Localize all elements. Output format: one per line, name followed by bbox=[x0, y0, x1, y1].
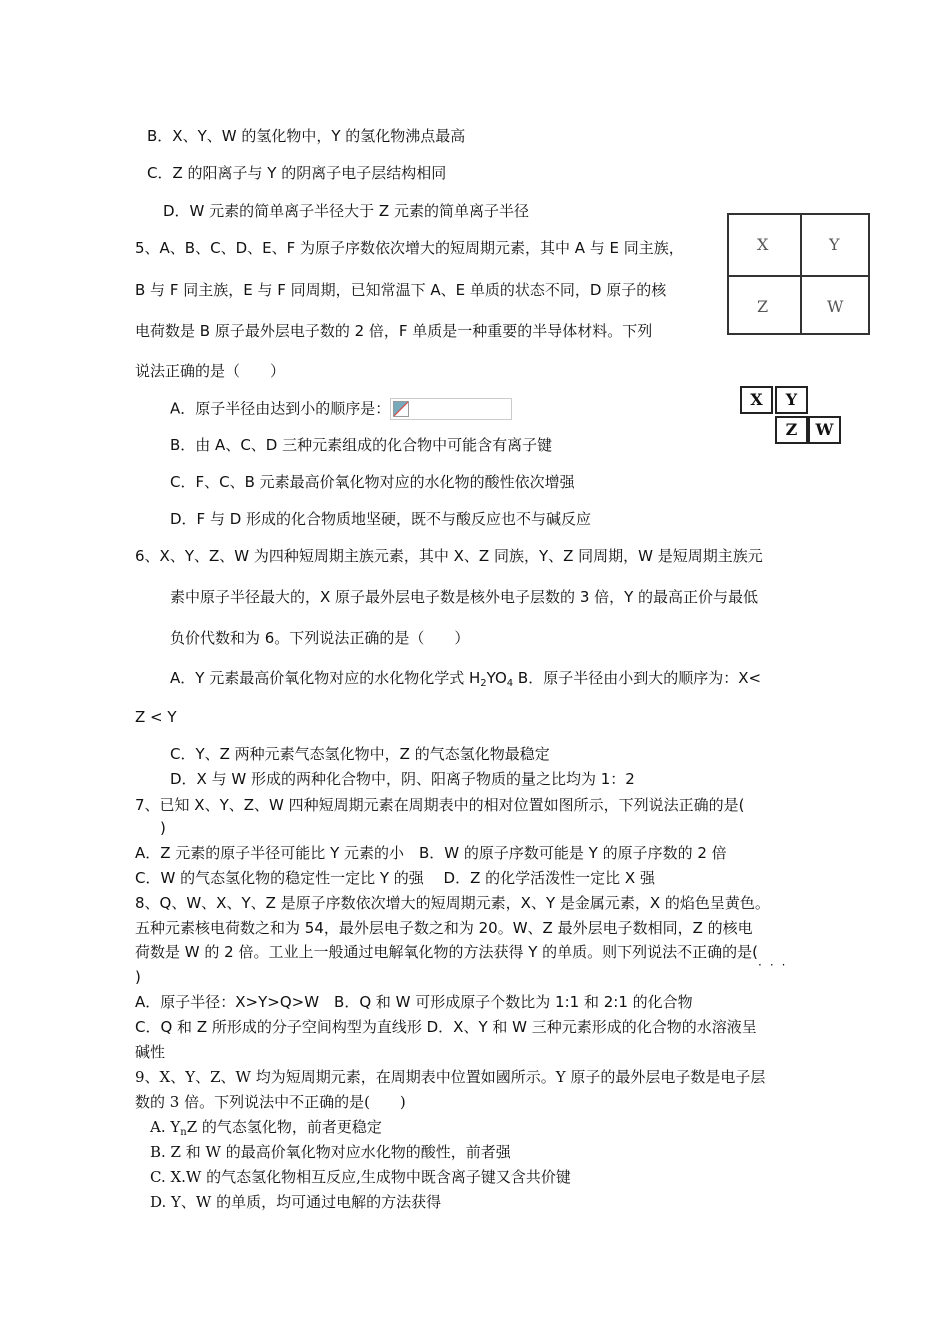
grid-cell-w: W bbox=[827, 297, 844, 316]
emphasis-dots: ··· bbox=[758, 958, 794, 972]
q6-option-a-b bbox=[170, 668, 761, 694]
staggered-cell-y: Y bbox=[775, 386, 808, 414]
staggered-cell-z: Z bbox=[775, 416, 808, 444]
q9-option-a bbox=[150, 1117, 382, 1143]
q4-option-d: D．W 元素的简单离子半径大于 Z 元素的简单离子半径 bbox=[163, 202, 529, 220]
q6a-sub1: 2 bbox=[480, 678, 487, 689]
q8-stem-line4: ) bbox=[135, 968, 141, 986]
q6-option-c: C．Y、Z 两种元素气态氢化物中，Z 的气态氢化物最稳定 bbox=[170, 745, 550, 763]
q9-option-c: C. X.W 的气态氢化物相互反应,生成物中既含离子键又含共价键 bbox=[150, 1168, 571, 1186]
q6-option-d: D．X 与 W 形成的两种化合物中，阴、阳离子物质的量之比均为 1：2 bbox=[170, 770, 635, 788]
q7-stem-line1: 7、已知 X、Y、Z、W 四种短周期元素在周期表中的相对位置如图所示，下列说法正确的是( bbox=[135, 796, 745, 814]
q7-options-cd: C．W 的气态氢化物的稳定性一定比 Y 的强 D．Z 的化学活泼性一定比 X 强 bbox=[135, 869, 655, 887]
q6a-mid: YO bbox=[486, 669, 507, 687]
q8-option-c-d: C．Q 和 Z 所形成的分子空间构型为直线形 D．X、Y 和 W 三种元素形成的化合物的水溶液呈 bbox=[135, 1018, 757, 1036]
q9a-sub: n bbox=[180, 1127, 187, 1138]
q5-stem-line3: 电荷数是 B 原子最外层电子数的 2 倍，F 单质是一种重要的半导体材料。下列 bbox=[135, 322, 653, 340]
grid-cell-y: Y bbox=[829, 235, 840, 254]
q8-stem-line2: 五种元素核电荷数之和为 54，最外层电子数之和为 20。W、Z 最外层电子数相同，Z 的核电 bbox=[135, 919, 753, 937]
q5-option-d: D．F 与 D 形成的化合物质地坚硬，既不与酸反应也不与碱反应 bbox=[170, 510, 592, 528]
q8-option-d-wrap: 碱性 bbox=[135, 1043, 166, 1061]
q5-stem-line2: B 与 F 同主族，E 与 F 同周期，已知常温下 A、E 单质的状态不同，D 原子的核 bbox=[135, 281, 667, 299]
staggered-cell-w: W bbox=[808, 416, 841, 444]
q8-stem-line3: 荷数是 W 的 2 倍。工业上一般通过电解氧化物的方法获得 Y 的单质。则下列说法不正确的是( bbox=[135, 943, 759, 961]
q5-option-a-text: A．原子半径由达到小的顺序是： bbox=[170, 399, 391, 418]
q6-stem-line3: 负价代数和为 6。下列说法正确的是（ ） bbox=[170, 629, 470, 647]
q9-stem-line2: 数的 3 倍。下列说法中不正确的是( ) bbox=[135, 1093, 406, 1111]
q6-option-b-wrap: Z < Y bbox=[135, 708, 177, 726]
q4-option-b: B．X、Y、W 的氢化物中，Y 的氢化物沸点最高 bbox=[147, 127, 466, 145]
q9-option-d: D. Y、W 的单质，均可通过电解的方法获得 bbox=[150, 1193, 442, 1211]
q6a-sub2: 4 bbox=[506, 678, 514, 689]
q5-stem-line1: 5、A、B、C、D、E、F 为原子序数依次增大的短周期元素，其中 A 与 E 同主族， bbox=[135, 239, 684, 257]
q6-stem-line2: 素中原子半径最大的，X 原子最外层电子数是核外电子层数的 3 倍，Y 的最高正价与最低 bbox=[170, 588, 759, 606]
q7-options-ab: A．Z 元素的原子半径可能比 Y 元素的小 B．W 的原子序数可能是 Y 的原子序数的 2 倍 bbox=[135, 844, 727, 862]
q9a-post: Z 的气态氢化物，前者更稳定 bbox=[186, 1118, 382, 1136]
q6-stem-line1: 6、X、Y、Z、W 为四种短周期主族元素，其中 X、Z 同族，Y、Z 同周期，W 是短周期主族元 bbox=[135, 547, 763, 565]
q9-stem-line1: 9、X、Y、Z、W 均为短周期元素，在周期表中位置如國所示。Y 原子的最外层电子数是电子层 bbox=[135, 1068, 766, 1086]
broken-image-icon bbox=[390, 398, 512, 420]
staggered-cell-x: X bbox=[740, 386, 773, 414]
q6a-post: B．原子半径由小到大的顺序为：X< bbox=[513, 669, 762, 687]
q4-option-c: C．Z 的阳离子与 Y 的阴离子电子层结构相同 bbox=[147, 164, 447, 182]
q6a-pre: A．Y 元素最高价氧化物对应的水化物化学式 H bbox=[170, 669, 481, 687]
q9a-pre: A. Y bbox=[150, 1118, 181, 1136]
q7-stem-line2: ) bbox=[160, 819, 166, 837]
q5-option-a bbox=[170, 398, 512, 420]
q9-option-b: B. Z 和 W 的最高价氧化物对应水化物的酸性，前者强 bbox=[150, 1143, 511, 1161]
grid-cell-x: X bbox=[757, 235, 769, 254]
q8-options-ab: A．原子半径：X>Y>Q>W B．Q 和 W 可形成原子个数比为 1:1 和 2:1 的化合物 bbox=[135, 993, 693, 1011]
q5-option-b: B．由 A、C、D 三种元素组成的化合物中可能含有离子键 bbox=[170, 436, 553, 454]
q5-option-c: C．F、C、B 元素最高价氧化物对应的水化物的酸性依次增强 bbox=[170, 473, 575, 491]
xyzw-grid-table bbox=[727, 213, 870, 335]
grid-cell-z: Z bbox=[757, 297, 769, 316]
q5-stem-line4: 说法正确的是（ ） bbox=[135, 362, 286, 380]
q8-stem-line1: 8、Q、W、X、Y、Z 是原子序数依次增大的短周期元素，X、Y 是金属元素，X 的焰色呈黄色。 bbox=[135, 894, 770, 912]
